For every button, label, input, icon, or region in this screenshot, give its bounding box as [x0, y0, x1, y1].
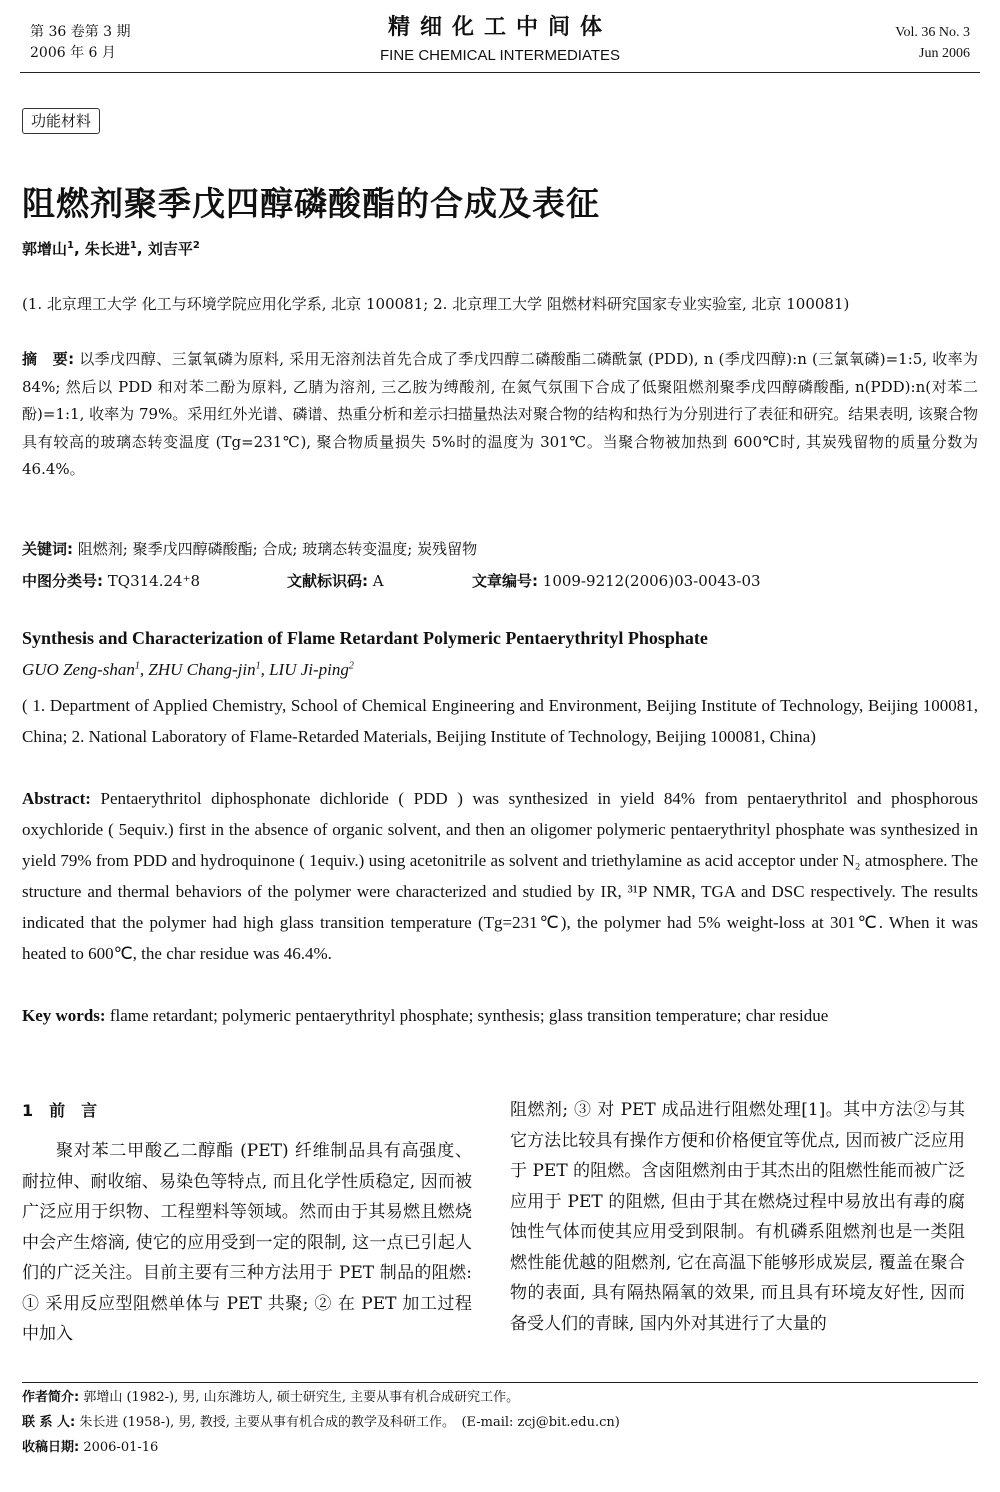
authors-en: GUO Zeng-shan$^1$, ZHU Chang-jin$^1$, LIU Ji-ping$^2$	[22, 660, 354, 679]
keywords-en	[22, 1000, 978, 1031]
author-bio-label: 作者简介:	[22, 1390, 80, 1405]
abstract-en-text: Pentaerythritol diphosphonate dichloride ( PDD ) was synthesized in yield 84% from pentaerythritol and phosphorous oxychloride ( 5equiv.) first in the absence of organic solvent, and then an oligomer polymeric pentaerythrityl phosphate was synthesized in yield 79% from PDD and hydroquinone ( 1equiv.) using acetonitrile as solvent and triethylamine as acid acceptor under N₂ atmosphere. The structure and thermal behaviors of the polymer were characterized and studied by IR, ³¹P NMR, TGA and DSC respectively. The results indicated that the polymer had high glass transition temperature (Tg=231℃), the polymer had 5% weight-loss at 301℃. When it was heated to 600℃, the char residue was 46.4%.	[22, 789, 979, 963]
keywords-en-label: Key words:	[22, 1006, 106, 1025]
journal-name-en: FINE CHEMICAL INTERMEDIATES	[379, 47, 621, 64]
article-number	[472, 570, 761, 591]
keywords-cn-text: 阻燃剂; 聚季戊四醇磷酸酯; 合成; 玻璃态转变温度; 炭残留物	[77, 540, 478, 558]
volume-issue-cn: 第 36 卷第 3 期	[30, 24, 131, 40]
journal-masthead	[300, 14, 700, 66]
received-label: 收稿日期:	[22, 1440, 80, 1455]
author-name-en: LIU Ji-ping	[269, 660, 349, 679]
author-sup: 2	[192, 240, 200, 251]
author-name-en: ZHU Chang-jin	[148, 660, 256, 679]
article-number-label: 文章编号:	[472, 572, 538, 590]
doc-code-value: A	[372, 572, 384, 590]
author-name: 郭增山	[22, 240, 68, 258]
date-en: Jun 2006	[919, 46, 970, 61]
abstract-en-label: Abstract:	[22, 789, 91, 808]
footnote-received-date	[22, 1435, 978, 1460]
abstract-en	[22, 783, 978, 969]
keywords-en-text: flame retardant; polymeric pentaerythrityl phosphate; synthesis; glass transition temperature; char residue	[109, 1006, 829, 1025]
document-code	[287, 570, 472, 591]
author-name: 朱长进	[84, 240, 130, 258]
section-tag: 功能材料	[22, 108, 100, 134]
affiliation-en: ( 1. Department of Applied Chemistry, School of Chemical Engineering and Environment, Beijing Institute of Technology, Beijing 100081, China; 2. National Laboratory of Flame-Retarded Materials, Beijing Institute of Technology, Beijing 100081, China)	[22, 696, 978, 746]
footnote-contact	[22, 1410, 978, 1435]
footnote-author-bio	[22, 1385, 978, 1410]
author-name-en: GUO Zeng-shan	[22, 660, 135, 679]
journal-issue-en	[895, 22, 970, 64]
clc-value: TQ314.24⁺8	[107, 572, 201, 590]
paper-title-cn: 阻燃剂聚季戊四醇磷酸酯的合成及表征	[22, 184, 600, 223]
author-name: 刘吉平	[147, 240, 193, 258]
article-number-value: 1009-9212(2006)03-0043-03	[542, 572, 761, 590]
author-sup-en: 1	[255, 660, 261, 672]
abstract-cn-text: 以季戊四醇、三氯氧磷为原料, 采用无溶剂法首先合成了季戊四醇二磷酸酯二磷酰氯 (PDD), n (季戊四醇):n (三氯氧磷)=1:5, 收率为 84%; 然后以 PDD 和对苯二酚为原料, 乙腈为溶剂, 三乙胺为缚酸剂, 在氮气氛围下合成了低聚阻燃剂聚季戊四醇磷酸酯, n(PDD):n(对苯二酚)=1:1, 收率为 79%。采用红外光谱、磷谱、热重分析和差示扫描量热法对聚合物的结构和热行为分别进行了表征和研究。结果表明, 该聚合物具有较高的玻璃态转变温度 (Tg=231℃), 聚合物质量损失 5%时的温度为 301℃。当聚合物被加热到 600℃时, 其炭残留物的质量分数为 46.4%。	[22, 350, 978, 478]
author-sup: 1	[67, 240, 74, 251]
body-text-right-column: 阻燃剂; ③ 对 PET 成品进行阻燃处理[1]。其中方法②与其它方法比较具有操作方便和价格便宜等优点, 因而被广泛应用于 PET 的阻燃。含卤阻燃剂由于其杰出的阻燃性能而被广泛应用于 PET 的阻燃, 但由于其在燃烧过程中易放出有毒的腐蚀性气体而使其应用受到限制。有机磷系阻燃剂也是一类阻燃性能优越的阻燃剂, 它在高温下能够形成炭层, 覆盖在聚合物的表面, 具有隔热隔氧的效果, 而且具有环境友好性, 因而备受人们的青睐, 国内外对其进行了大量的	[510, 1100, 965, 1334]
contact-label: 联 系 人:	[22, 1415, 76, 1430]
author-sup-en: 1	[134, 660, 140, 672]
abstract-cn	[22, 346, 978, 484]
received-text: 2006-01-16	[83, 1440, 159, 1455]
section-heading-introduction: 1 前 言	[22, 1101, 98, 1120]
authors-cn: 郭增山$^1$, 朱长进$^1$, 刘吉平$^2$	[22, 240, 200, 258]
author-bio-text: 郭增山 (1982-), 男, 山东潍坊人, 硕士研究生, 主要从事有机合成研究工作。	[83, 1390, 520, 1405]
keywords-cn	[22, 538, 978, 559]
body-text-left-column: 聚对苯二甲酸乙二醇酯 (PET) 纤维制品具有高强度、耐拉伸、耐收缩、易染色等特点, 而且化学性质稳定, 因而被广泛应用于织物、工程塑料等领域。然而由于其易燃且燃烧中会产生熔滴, 使它的应用受到一定的限制, 这一点已引起人们的广泛关注。目前主要有三种方法用于 PET 制品的阻燃: ① 采用反应型阻燃单体与 PET 共聚; ② 在 PET 加工过程中加入	[22, 1141, 472, 1344]
abstract-cn-label: 摘 要:	[22, 350, 75, 368]
doc-code-label: 文献标识码:	[287, 572, 368, 590]
volume-issue-en: Vol. 36 No. 3	[895, 25, 970, 40]
contact-text: 朱长进 (1958-), 男, 教授, 主要从事有机合成的教学及科研工作。 (E-mail: zcj@bit.edu.cn)	[79, 1415, 620, 1430]
paper-title-en: Synthesis and Characterization of Flame Retardant Polymeric Pentaerythrityl Phosphate	[22, 628, 708, 648]
keywords-cn-label: 关键词:	[22, 540, 73, 558]
footnote-rule	[22, 1382, 978, 1383]
affiliation-cn: (1. 北京理工大学 化工与环境学院应用化学系, 北京 100081; 2. 北京理工大学 阻燃材料研究国家专业实验室, 北京 100081)	[22, 295, 850, 313]
clc-number	[22, 570, 287, 591]
journal-name-cn: 精细化工中间体	[387, 15, 612, 40]
clc-label: 中图分类号:	[22, 572, 103, 590]
journal-issue-cn	[30, 22, 131, 64]
classification-meta	[22, 570, 978, 591]
author-sup-en: 2	[348, 660, 354, 672]
author-sup: 1	[129, 240, 137, 251]
header-rule	[20, 72, 980, 73]
date-cn: 2006 年 6 月	[30, 45, 116, 61]
